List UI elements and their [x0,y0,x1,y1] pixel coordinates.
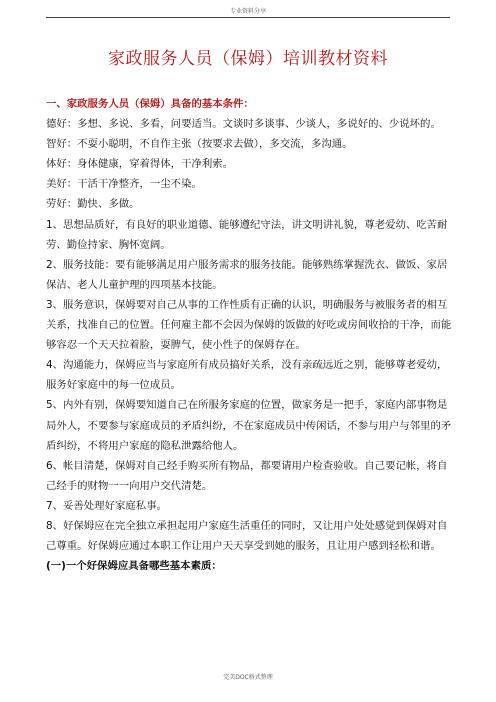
header-divider [46,17,450,18]
subsection-heading: (一)一个好保姆应具备哪些基本素质： [46,560,222,573]
paragraph-de: 德好：多想、多说、多看，问要适当。文谈时多谈事、少谈人，多说好的、少说坏的。 [46,118,441,131]
paragraph-item-7: 7、妥善处理好家庭私事。 [46,499,167,512]
document-title: 家政服务人员（保姆）培训教材资料 [108,49,388,69]
paragraph-item-6: 6、帐目清楚，保姆对自己经手购买所有物品，都要请用户检查验收。自己要记帐，将自己经手的财物一一向用户交代清楚。 [46,459,448,492]
paragraph-item-4: 4、沟通能力，保姆应当与家庭所有成员搞好关系，没有亲疏远近之别，能够尊老爱幼，服务好家庭中的每一位成员。 [46,359,448,392]
page-header: 专业资料分享 [229,8,266,15]
section-heading: 一、家政服务人员（保姆）具备的基本条件： [46,98,254,110]
document-body [46,94,454,576]
paragraph-item-8: 8、好保姆应在完全独立承担起用户家庭生活重任的同时，又让用户处处感觉到保姆对自己尊重。好保姆应通过本职工作让用户天天享受到她的服务，且让用户感到轻松和谐。 [46,519,448,553]
paragraph-item-2: 2、服务技能：要有能够满足用户服务需求的服务技能。能够熟练掌握洗衣、做饭、家居保洁、老人儿童护理的四项基本技能。 [46,258,448,291]
paragraph-item-1: 1、思想品质好，有良好的职业道德、能够遵纪守法，讲文明讲礼貌，尊老爱幼、吃苦耐劳、勤俭持家、胸怀宽阔。 [46,218,448,251]
page-footer: 完美DOC格式整理 [223,674,273,681]
paragraph-mei: 美好：干活干净整齐，一尘不染。 [46,178,202,191]
paragraph-ti: 体好：身体健康，穿着得体，干净利索。 [46,158,234,171]
paragraph-lao: 劳好：勤快、多做。 [46,198,140,211]
paragraph-item-5: 5、内外有别，保姆要知道自己在所服务家庭的位置，做家务是一把手，家庭内部事物是局外人，不要参与家庭成员的矛盾纠纷，不在家庭成员中传闲话，不参与用户与邻里的矛盾纠纷，不将用户家庭的隐私泄露给他人。 [46,399,452,452]
paragraph-zhi: 智好：不耍小聪明，不自作主张（按要求去做），多交流，多沟通。 [46,138,353,151]
paragraph-item-3: 3、服务意识，保姆要对自己从事的工作性质有正确的认识，明确服务与被服务者的相互关系，找准自己的位置。任何雇主都不会因为保姆的饭做的好吃或房间收拾的干净，而能够容忍一个天天拉着脸，耍脾气，使小性子的保姆存在。 [46,298,452,352]
